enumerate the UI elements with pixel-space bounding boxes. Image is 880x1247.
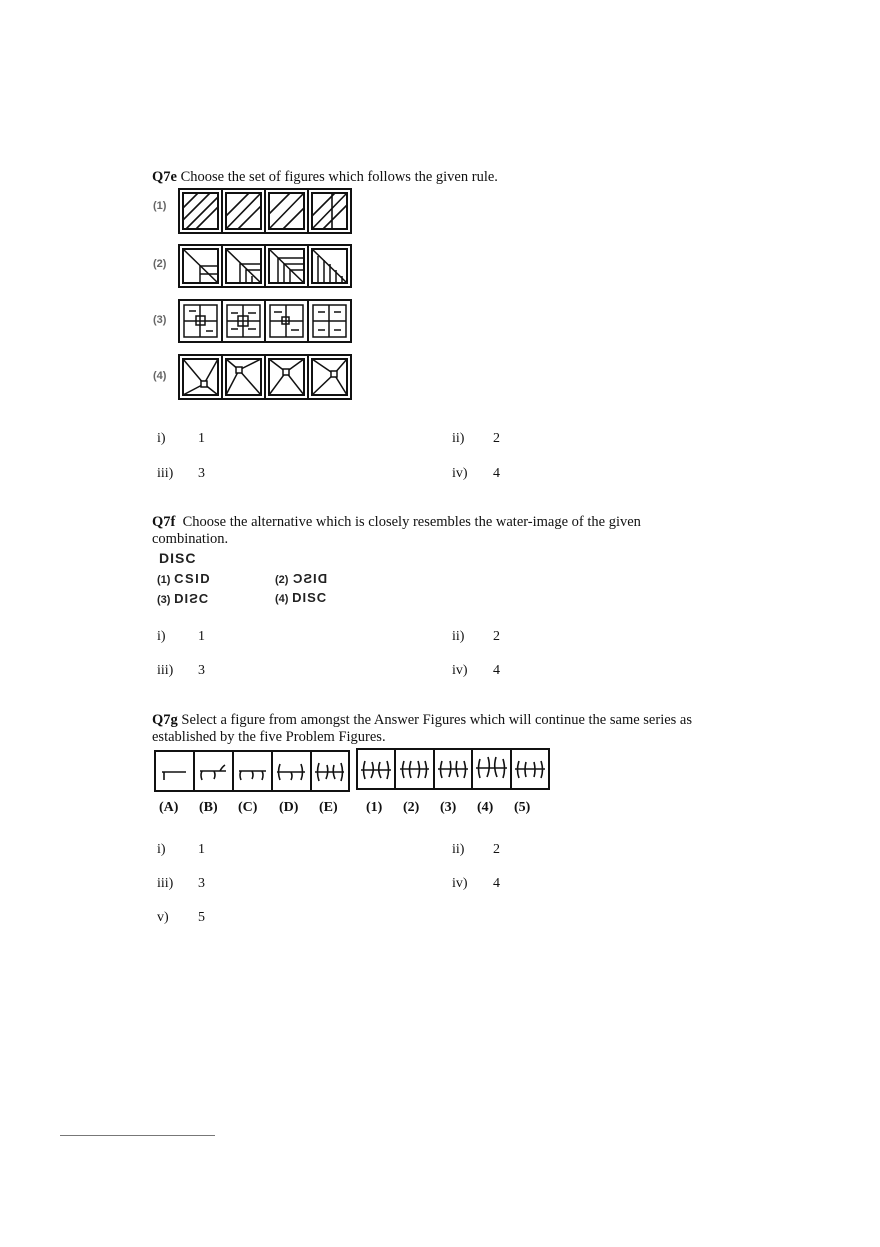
q7e-option-2-value[interactable]: 2: [493, 431, 500, 446]
q7g-problem-figures: [154, 750, 350, 792]
q7e-figure-set-2: [178, 244, 352, 288]
q7g-answer-label-4: (4): [477, 800, 494, 815]
q7f-option-1-roman: i): [157, 629, 166, 644]
q7g-answer-label-1: (1): [366, 800, 383, 815]
q7g-problem-label-e: (E): [319, 800, 338, 815]
q7e-option-3-roman: iii): [157, 466, 174, 481]
q7e-figure-set-1: [178, 188, 352, 234]
q7e-figure-set-3: [178, 299, 352, 343]
q7f-option-3-value[interactable]: 3: [198, 663, 205, 678]
q7f-prompt-line1: Choose the alternative which is closely resembles the water-image of the given: [182, 514, 641, 530]
q7g-option-5-value[interactable]: 5: [198, 910, 205, 925]
q7e-prompt: Choose the set of figures which follows the given rule.: [180, 169, 498, 185]
q7e-option-2-roman: ii): [452, 431, 465, 446]
q7f-choice-1-label: (1): [157, 574, 171, 586]
q7g-option-1-roman: i): [157, 842, 166, 857]
q7g-number: Q7g: [152, 712, 178, 728]
q7f-option-4-value[interactable]: 4: [493, 663, 500, 678]
q7g-problem-label-a: (A): [159, 800, 179, 815]
footnote-divider: [60, 1135, 215, 1136]
q7f-choice-3: [157, 591, 209, 606]
q7g-answer-label-5: (5): [514, 800, 531, 815]
q7f-option-2-roman: ii): [452, 629, 465, 644]
q7g-problem-label-c: (C): [238, 800, 258, 815]
q7f-choice-1: [157, 571, 211, 586]
q7g-option-2-roman: ii): [452, 842, 465, 857]
q7f-choice-1-text: CSID: [174, 571, 212, 586]
q7f-choice-4-text: DISC: [292, 590, 328, 605]
q7g-option-1-value[interactable]: 1: [198, 842, 205, 857]
q7g-option-3-roman: iii): [157, 876, 174, 891]
q7e-option-4-value[interactable]: 4: [493, 466, 500, 481]
q7g-option-4-value[interactable]: 4: [493, 876, 500, 891]
q7f-option-3-roman: iii): [157, 663, 174, 678]
q7g-answer-label-3: (3): [440, 800, 457, 815]
q7e-option-4-roman: iv): [452, 466, 468, 481]
q7f-option-2-value[interactable]: 2: [493, 629, 500, 644]
q7e-option-1-roman: i): [157, 431, 166, 446]
q7g-problem-label-d: (D): [279, 800, 299, 815]
q7g-prompt-line1: Select a figure from amongst the Answer Figures which will continue the same series as: [181, 712, 693, 728]
q7e-number: Q7e: [152, 169, 177, 185]
q7g-title: [152, 712, 692, 746]
q7e-option-1-value[interactable]: 1: [198, 431, 205, 446]
q7g-option-3-value[interactable]: 3: [198, 876, 205, 891]
q7e-set-label-2: (2): [153, 258, 167, 270]
q7e-figure-set-4: [178, 354, 352, 400]
q7f-number: Q7f: [152, 514, 176, 530]
q7f-choice-4: [275, 590, 327, 605]
q7f-choice-2-label: (2): [275, 574, 289, 586]
q7f-title: [152, 514, 641, 548]
q7g-option-2-value[interactable]: 2: [493, 842, 500, 857]
q7f-option-4-roman: iv): [452, 663, 468, 678]
q7f-prompt-line2: combination.: [152, 531, 229, 547]
q7g-option-5-roman: v): [157, 910, 169, 925]
q7f-given-word: DISC: [159, 550, 197, 566]
q7g-answer-label-2: (2): [403, 800, 420, 815]
q7e-set-label-1: (1): [153, 200, 167, 212]
q7e-set-label-3: (3): [153, 314, 167, 326]
q7e-title: [152, 169, 498, 186]
q7f-choice-2: [275, 571, 327, 586]
q7f-choice-3-text: DISC: [174, 591, 210, 606]
q7e-set-label-4: (4): [153, 370, 167, 382]
q7f-choice-4-label: (4): [275, 593, 289, 605]
q7g-prompt-line2: established by the five Problem Figures.: [152, 729, 386, 745]
q7f-choice-2-text: DISC: [292, 571, 328, 586]
q7g-problem-label-b: (B): [199, 800, 218, 815]
q7g-answer-figures: [356, 748, 550, 792]
q7f-choice-3-label: (3): [157, 594, 171, 606]
q7f-option-1-value[interactable]: 1: [198, 629, 205, 644]
q7g-option-4-roman: iv): [452, 876, 468, 891]
q7e-option-3-value[interactable]: 3: [198, 466, 205, 481]
